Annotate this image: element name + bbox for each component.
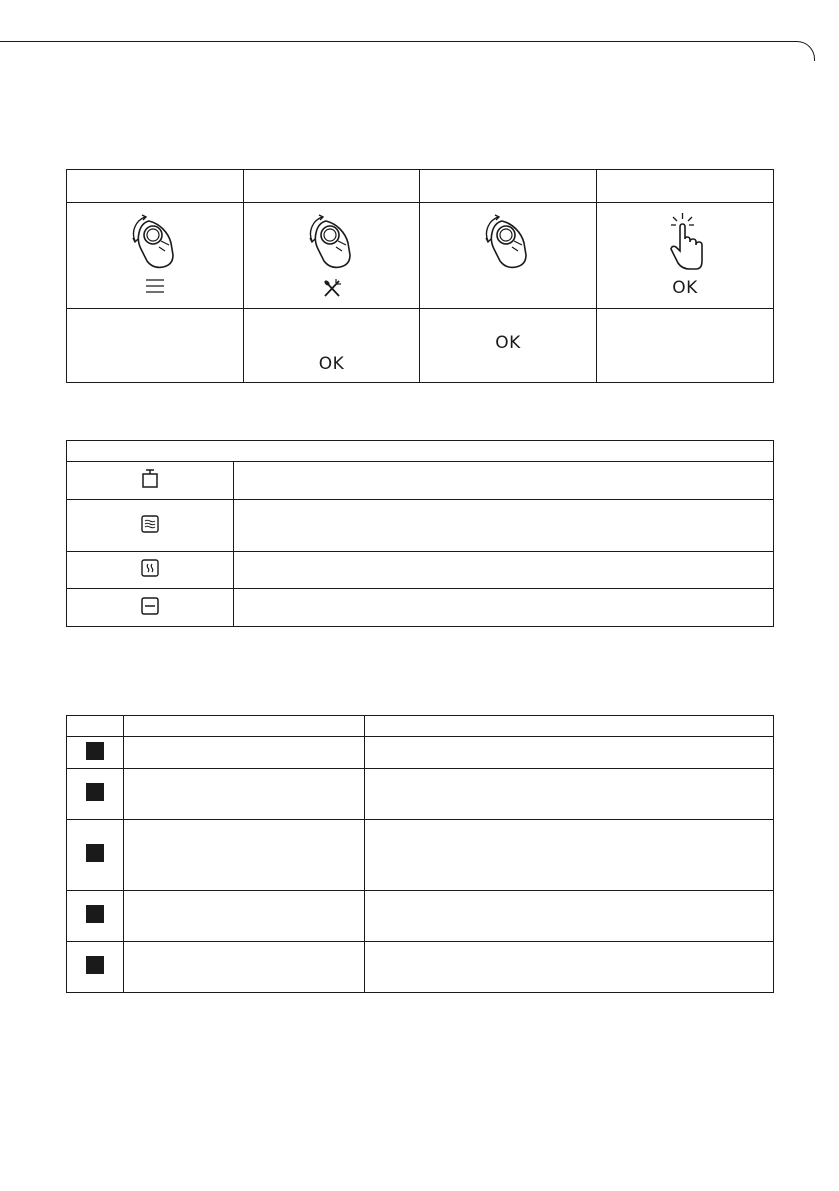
table-row [67, 942, 774, 993]
symbol-cell [67, 500, 234, 552]
symbol-description [234, 589, 774, 627]
rotate-knob-icon [476, 211, 540, 275]
step-header-2 [244, 170, 420, 203]
symbols-header [67, 441, 774, 462]
table-row [67, 820, 774, 891]
item-description [365, 769, 774, 820]
marker-cell [67, 942, 124, 993]
black-square-icon [86, 844, 104, 862]
step-1-cell [67, 203, 244, 309]
table-row [67, 891, 774, 942]
marker-cell [67, 820, 124, 891]
item-name [124, 942, 365, 993]
step-4-result [597, 309, 774, 383]
table-row [67, 737, 774, 769]
marker-cell [67, 891, 124, 942]
table-row [67, 769, 774, 820]
item-name [124, 769, 365, 820]
step-3-cell [420, 203, 597, 309]
step-header-4 [597, 170, 774, 203]
item-name [124, 820, 365, 891]
ok-symbol: OK [672, 278, 698, 298]
menu-lines-icon [146, 278, 164, 294]
black-square-icon [86, 905, 104, 923]
black-square-icon [86, 956, 104, 974]
heating-symbols-table [66, 440, 774, 627]
item-description [365, 820, 774, 891]
step-1-result [67, 309, 244, 383]
black-square-icon [86, 783, 104, 801]
page-corner-line [0, 41, 815, 61]
step-2-cell [244, 203, 420, 309]
item-description [365, 891, 774, 942]
ok-symbol: OK [318, 354, 345, 374]
marker-cell [67, 769, 124, 820]
item-name [124, 737, 365, 769]
item-name [124, 891, 365, 942]
symbol-cell [67, 552, 234, 589]
bottom-frame-icon [141, 597, 159, 615]
symbol-description [234, 552, 774, 589]
symbol-description [234, 462, 774, 500]
rotate-knob-icon [300, 211, 364, 275]
items-table [66, 715, 774, 993]
steps-table [66, 169, 774, 383]
steam-waves-icon [141, 515, 159, 533]
step-header-1 [67, 170, 244, 203]
heat-element-icon [141, 559, 159, 577]
step-4-cell [597, 203, 774, 309]
symbol-description [234, 500, 774, 552]
step-2-result [244, 309, 420, 383]
header-cell [365, 716, 774, 737]
press-finger-icon [660, 211, 710, 275]
black-square-icon [86, 742, 104, 760]
header-cell [67, 716, 124, 737]
rotate-knob-icon [123, 211, 187, 275]
symbol-cell [67, 589, 234, 627]
item-description [365, 942, 774, 993]
ok-symbol: OK [495, 332, 521, 353]
item-description [365, 737, 774, 769]
cutlery-icon [322, 278, 342, 298]
header-cell [124, 716, 365, 737]
step-header-3 [420, 170, 597, 203]
step-3-result [420, 309, 597, 383]
top-heat-icon [141, 469, 159, 489]
symbol-cell [67, 462, 234, 500]
marker-cell [67, 737, 124, 769]
